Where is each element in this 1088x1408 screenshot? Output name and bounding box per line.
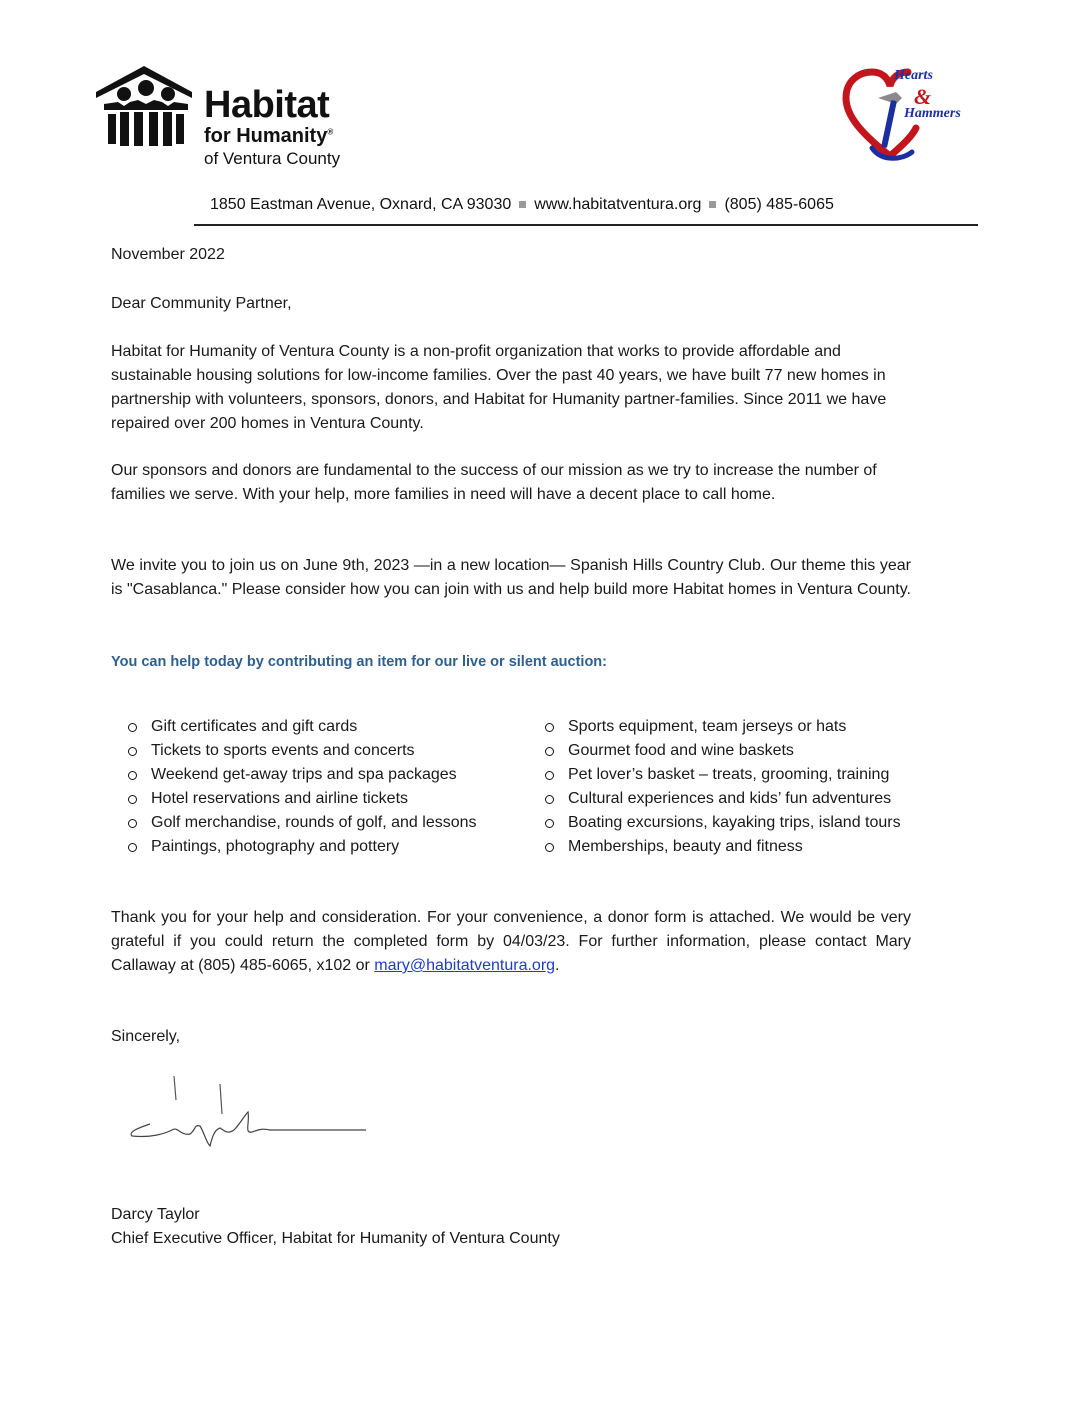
logo-hearts-text: Hearts — [894, 68, 933, 83]
paragraph-3: We invite you to join us on June 9th, 2023 —in a new location— Spanish Hills Country Club. Our theme this year is "Casablanca." Please consider how you can join with us and help build more Habitat homes in Ventura County. — [111, 557, 911, 598]
auction-item — [111, 835, 477, 859]
auction-item — [111, 715, 477, 739]
logo-hammers-text: Hammers — [904, 106, 961, 121]
circle-bullet-icon — [128, 843, 137, 852]
auction-item-label: Sports equipment, team jerseys or hats — [568, 718, 847, 735]
circle-bullet-icon — [545, 795, 554, 804]
habitat-logo — [94, 64, 364, 174]
auction-item — [528, 787, 901, 811]
auction-item-label: Gourmet food and wine baskets — [568, 742, 794, 759]
contact-email-link[interactable]: mary@habitatventura.org — [374, 957, 556, 974]
circle-bullet-icon — [545, 747, 554, 756]
hearts-hammers-logo — [842, 64, 982, 168]
circle-bullet-icon — [545, 723, 554, 732]
handwritten-signature — [120, 1072, 370, 1152]
auction-item-label: Boating excursions, kayaking trips, island tours — [568, 814, 901, 831]
auction-item — [111, 739, 477, 763]
auction-item-label: Gift certificates and gift cards — [151, 718, 358, 735]
letterhead-address-line — [210, 196, 834, 214]
auction-item-label: Hotel reservations and airline tickets — [151, 790, 409, 807]
circle-bullet-icon — [128, 723, 137, 732]
auction-item — [111, 763, 477, 787]
address-text: 1850 Eastman Avenue, Oxnard, CA 93030 — [210, 196, 512, 213]
auction-item — [528, 811, 901, 835]
phone-text: (805) 485-6065 — [724, 196, 834, 213]
circle-bullet-icon — [545, 819, 554, 828]
auction-list-left — [111, 715, 477, 859]
auction-item — [111, 811, 477, 835]
auction-item — [528, 739, 901, 763]
auction-item-label: Memberships, beauty and fitness — [568, 838, 803, 855]
auction-item — [528, 763, 901, 787]
letter-salutation: Dear Community Partner, — [111, 295, 292, 312]
circle-bullet-icon — [545, 771, 554, 780]
auction-item-label: Tickets to sports events and concerts — [151, 742, 415, 759]
auction-heading: You can help today by contributing an item for our live or silent auction: — [111, 654, 607, 670]
separator-square-icon — [519, 201, 526, 208]
closing-paragraph: Thank you for your help and consideration. For your convenience, a donor form is attached. We would be very grateful if you could return the completed form by 04/03/23. For further information, please contact Mary Callaway at (805) 485-6065, x102 or mary@habitatventura.org. — [111, 909, 911, 974]
habitat-house-people-icon — [94, 64, 198, 148]
auction-item-label: Weekend get-away trips and spa packages — [151, 766, 457, 783]
auction-item-label: Golf merchandise, rounds of golf, and lessons — [151, 814, 477, 831]
auction-item-label: Cultural experiences and kids’ fun adventures — [568, 790, 892, 807]
auction-item — [111, 787, 477, 811]
signer-title: Chief Executive Officer, Habitat for Humanity of Ventura County — [111, 1230, 560, 1247]
circle-bullet-icon — [128, 795, 137, 804]
letter-date: November 2022 — [111, 246, 225, 263]
sign-off: Sincerely, — [111, 1028, 181, 1045]
paragraph-1: Habitat for Humanity of Ventura County is a non-profit organization that works to provide affordable and sustainable housing solutions for low-income families. Over the past 40 years, we have built 77 new homes in partnership with volunteers, sponsors, donors, and Habitat for Humanity partner-families. Since 2011 we have repaired over 200 homes in Ventura County. — [111, 343, 887, 432]
logo-humanity-text: for Humanity® — [204, 125, 334, 147]
signer-name: Darcy Taylor — [111, 1206, 200, 1223]
header-divider — [194, 224, 978, 226]
circle-bullet-icon — [545, 843, 554, 852]
logo-amp-text: & — [914, 84, 932, 109]
paragraph-2: Our sponsors and donors are fundamental to the success of our mission as we try to increase the number of families we serve. With your help, more families in need will have a decent place to call home. — [111, 462, 877, 503]
circle-bullet-icon — [128, 747, 137, 756]
logo-habitat-text: Habitat — [204, 84, 330, 126]
auction-item-label: Pet lover’s basket – treats, grooming, training — [568, 766, 890, 783]
circle-bullet-icon — [128, 819, 137, 828]
auction-item-label: Paintings, photography and pottery — [151, 838, 400, 855]
auction-item — [528, 715, 901, 739]
auction-item — [528, 835, 901, 859]
separator-square-icon — [709, 201, 716, 208]
logo-county-text: of Ventura County — [204, 149, 341, 168]
website-text[interactable]: www.habitatventura.org — [534, 196, 702, 213]
auction-list-right — [528, 715, 901, 859]
circle-bullet-icon — [128, 771, 137, 780]
